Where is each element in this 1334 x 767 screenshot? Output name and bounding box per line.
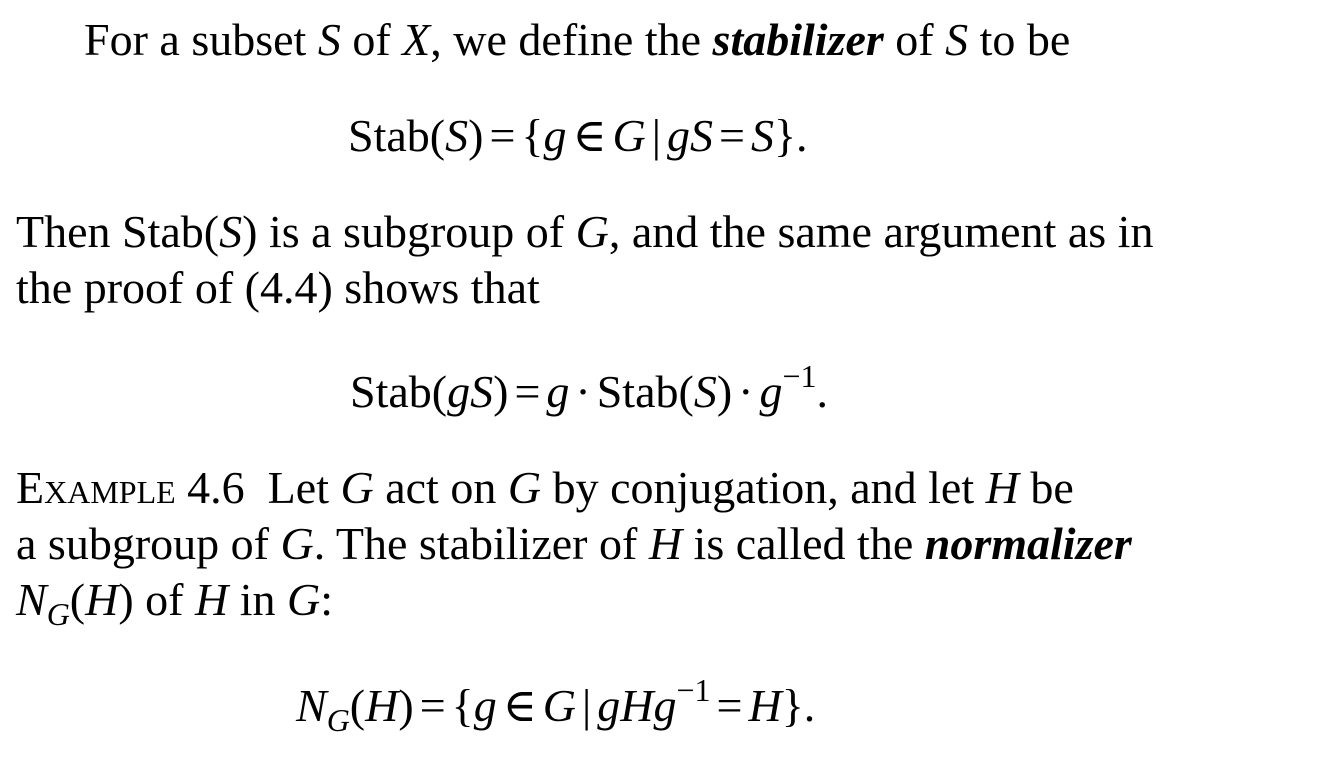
text: act on (373, 462, 508, 513)
dot-operator: · (575, 366, 591, 417)
text: in (228, 574, 288, 625)
such-that-bar: | (651, 110, 661, 161)
dot-operator: · (738, 366, 754, 417)
text: the proof of (4.4) shows that (16, 262, 540, 313)
paragraph-subgroup-line1 (16, 204, 1153, 260)
text: by conjugation, and let (541, 462, 986, 513)
math-G: G (280, 518, 314, 569)
text: Let (244, 462, 341, 513)
text: of (340, 14, 403, 65)
subscript-G: G (326, 702, 350, 738)
paren: ( (349, 680, 366, 731)
example-label: Example 4.6 (16, 462, 245, 513)
math-S: S (693, 366, 717, 417)
equals-sign: = (489, 110, 516, 161)
math-H: H (648, 518, 683, 569)
text: a subgroup of (16, 518, 281, 569)
text: For a subset (84, 14, 318, 65)
colon: : (320, 574, 334, 625)
math-S: S (750, 110, 774, 161)
math-G: G (340, 462, 374, 513)
paren: ) (468, 110, 484, 161)
math-G: G (542, 680, 577, 731)
text: , and the same argument as in (608, 206, 1154, 257)
stab-text: Stab( (350, 366, 448, 417)
term-normalizer: normalizer (924, 518, 1132, 569)
math-g: g (546, 366, 570, 417)
equation-stab-definition (348, 108, 808, 164)
element-of-sign: ∈ (572, 110, 607, 161)
math-G: G (287, 574, 321, 625)
example-line2 (16, 516, 1132, 572)
stab-text: Stab( (348, 110, 446, 161)
text: . The stabilizer of (313, 518, 649, 569)
math-G: G (575, 206, 609, 257)
brace: { (451, 680, 474, 731)
text: Then Stab( (16, 206, 220, 257)
math-N: N (296, 680, 327, 731)
text: , we define the (430, 14, 713, 65)
math-H: H (85, 574, 119, 625)
paren: ) (493, 366, 509, 417)
paragraph-stabilizer-definition (84, 12, 1070, 68)
math-H: H (195, 574, 229, 625)
equation-normalizer-definition (296, 672, 816, 738)
such-that-bar: | (582, 680, 592, 731)
math-H: H (365, 680, 399, 731)
math-gS: gS (447, 366, 494, 417)
brace: { (521, 110, 544, 161)
math-g: g (473, 680, 497, 731)
period: . (816, 366, 829, 417)
math-H: H (748, 680, 782, 731)
text: is called the (682, 518, 925, 569)
equation-stab-conjugate (350, 358, 829, 424)
exponent-inverse: −1 (782, 358, 817, 394)
element-of-sign: ∈ (502, 680, 537, 731)
equals-sign: = (719, 110, 745, 161)
example-line3 (16, 572, 333, 632)
text: be (1018, 462, 1074, 513)
exponent-inverse: −1 (676, 672, 711, 708)
subscript-G: G (46, 596, 70, 632)
math-g: g (543, 110, 567, 161)
math-S: S (445, 110, 469, 161)
text: of (883, 14, 946, 65)
math-G: G (507, 462, 542, 513)
brace: }. (773, 110, 808, 161)
term-stabilizer: stabilizer (712, 14, 884, 65)
math-N: N (16, 574, 47, 625)
equals-sign: = (514, 366, 541, 417)
brace: }. (781, 680, 816, 731)
paren: ) (716, 366, 733, 417)
math-gHg: gHg (597, 680, 677, 731)
text: ) is a subgroup of (242, 206, 576, 257)
math-G: G (612, 110, 646, 161)
paren: ) (398, 680, 414, 731)
equals-sign: = (716, 680, 743, 731)
equals-sign: = (419, 680, 446, 731)
paragraph-subgroup-line2 (16, 260, 540, 316)
math-g: g (759, 366, 783, 417)
math-H: H (985, 462, 1019, 513)
math-X: X (402, 14, 431, 65)
stab-text: Stab( (596, 366, 694, 417)
example-line1 (16, 460, 1074, 516)
math-gS: gS (667, 110, 713, 161)
text: ) of (118, 574, 195, 625)
math-S: S (219, 206, 243, 257)
paren: ( (69, 574, 86, 625)
text: to be (968, 14, 1071, 65)
math-S: S (945, 14, 969, 65)
math-S: S (317, 14, 341, 65)
